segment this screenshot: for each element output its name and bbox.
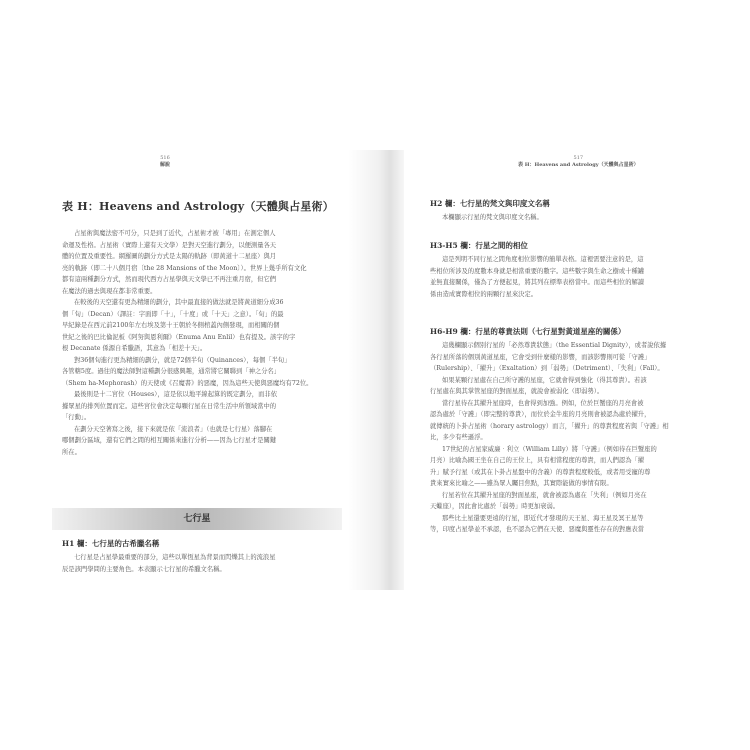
paragraph: 最後則是十二宮位（Houses），這是依以地平線起算的既定劃分，而非依 據眾星的排列位置而定。這些宮位會決定每顆行星在日常生活中所領域當中的 「行動」。 xyxy=(62,391,277,421)
left-running-header xyxy=(160,155,170,169)
paragraph: 17世紀的占星家威廉‧利立（William Lilly）將「守護」（例如待在巨蟹座的 月亮）比喻為國王坐在自己的王位上，具有相當程度的尊貴，而人們認為「擢 升」賦予行星（或其在卜卦占星盤中的含義）的尊貴程度較低，或者用受寵的尊 貴來實來比喻之——雖為眾人矚目焦點，其實際能做的事情有限。 xyxy=(430,445,657,487)
subheading-h3-h5: H3-H5 欄：行星之間的相位 xyxy=(430,241,528,250)
section-h6-h9 xyxy=(430,326,712,536)
paragraph: 如果某顆行星處在自己所守護的星座，它就會得到強化（得其尊貴）。若該 行星處在與其掌管星座的對面星座，就說會被弱化（即弱勢）。 xyxy=(430,376,647,395)
paragraph: 占星術與魔法密不可分，只是到了近代，占星術才被「專用」在測定個人 命運及性格。占星術（實際上還有天文學）是對天空進行劃分，以便測量各天 體的位置及重要性。網羅圖的劃分方式是太陽的軌跡（即黃道十二星座）與月 亮的軌跡（即二十八個月宿〔the 28 Mansions of the Moon〕）。世界上幾乎所有文化 都有這兩種劃分方式，然而現代西方占星學與天文學已不再注重月宿，但它們 在魔法的過去與現在都非常重要。 xyxy=(62,230,307,295)
paragraph: 七行星是占星學最重要的部分，這些以單恆星為背景而閃爍其上的流浪星 辰是該門學問的主要角色。本表顯示七行星的希臘文名稱。 xyxy=(62,554,276,573)
subheading-h6-h9: H6-H9 欄：行星的尊貴法則（七行星對黃道星座的關係） xyxy=(430,327,626,336)
section-h2 xyxy=(430,198,712,224)
paragraph: 在劃分天空著寫之後，接下來就是依「流浪者」（也就是七行星）落腳在 哪個劃分區域，還有它們之間的相互關係來進行分析——因為七行星才是關鍵 所在。 xyxy=(62,425,277,456)
paragraph: 這幾欄顯示個別行星的「必然尊貴狀態」（the Essential Dignity），或者說依據 各行星所落的個別黃道星座，它會受到什麼樣的影響，而該影響則可從「守護」 （Rulership）、「擢升」（Exaltation）到「弱勢」（Detriment）、「失利」（Fall）。 xyxy=(430,342,667,372)
paragraph: 那些比土星還要更遠的行星，即近代才發現的天王星、海王星及冥王星等 等，印度占星學並不承認，也不認為它們在天使、惡魔與靈性存在的對應表當 xyxy=(430,514,645,533)
left-header-title: 解說 xyxy=(160,162,171,168)
section-band xyxy=(52,508,342,530)
paragraph: 在較後的天空還有更為精細的劃分，其中最直接的做法就是將黃道細分成36 個「旬」（Decan）（譯註：字面即「十」，「十度」或「十天」之意）。「旬」的最 早紀錄是在西元前2100年左右埃及第十王朝於冬側棺蓋內側發現，而相關的個 世紀之後的巴比倫泥板《阿努與恩利爾》（Enuma Anu Enlil）也有提及。該字的字 根 Decanate 係源自希臘語，其意為「相差十天」。 xyxy=(62,299,296,352)
paragraph: 這是列明不同行星之間角度相位影響的簡單表格。這裡需要注意的是，這 些相位所涉及的度數本身就是相當重要的數字。這些數字與生命之樹或十種罐 並無直接關係，僅為了方便起見，將其列在標準表格當中。而這些相位的解讀 係由造成實際相位的兩顆行星來決定。 xyxy=(430,256,645,298)
paragraph: 對36個旬進行更為精細的劃分，就是72個半旬（Quinances），每個「半旬」 各管轄5度。過往的魔法師對這種劃分很感興趣，通常將它關聯到「神之分名」 （Shem ha-Mephorash）的天使或《召魔書》的惡魔，因為這些天使與惡魔均有72位。 xyxy=(62,356,313,387)
left-page-number: 516 xyxy=(160,155,170,161)
left-body-text xyxy=(62,228,334,458)
paragraph: 當行星待在其擢升星座時，也會得到加強。例如，位於巨蟹座的月亮會被 認為處於「守護」（即完整的尊貴），而位於金牛座的月亮則會被認為處於擢升， 就傳統的卜卦占星術（horary astrology）而言，「擢升」的尊貴程度若與「守護」相 比，多少有些遜浮。 xyxy=(430,399,669,441)
paragraph: 本欄顯示行星的梵文與印度文名稱。 xyxy=(442,214,543,221)
page-title: 表 H：Heavens and Astrology（天體與占星術） xyxy=(62,200,334,213)
right-header-title: 表 H：Heavens and Astrology（天體與占星術） xyxy=(518,162,639,168)
right-page-number: 517 xyxy=(573,155,584,161)
left-body-text-2 xyxy=(62,552,334,575)
subheading-h2: H2 欄：七行星的梵文與印度文名稱 xyxy=(430,199,550,208)
right-running-header xyxy=(518,155,639,169)
section-band-label: 七行星 xyxy=(183,514,211,524)
section-h3-h5 xyxy=(430,240,712,300)
subheading-h1: H1 欄：七行星的古希臘名稱 xyxy=(62,539,160,548)
paragraph: 行星若位在其擢升星座的對面星座，就會被認為處在「失利」（例如月亮在 天蠍座），因此會比處於「弱勢」時更加衰弱。 xyxy=(430,491,647,510)
gutter-shadow xyxy=(348,150,404,590)
